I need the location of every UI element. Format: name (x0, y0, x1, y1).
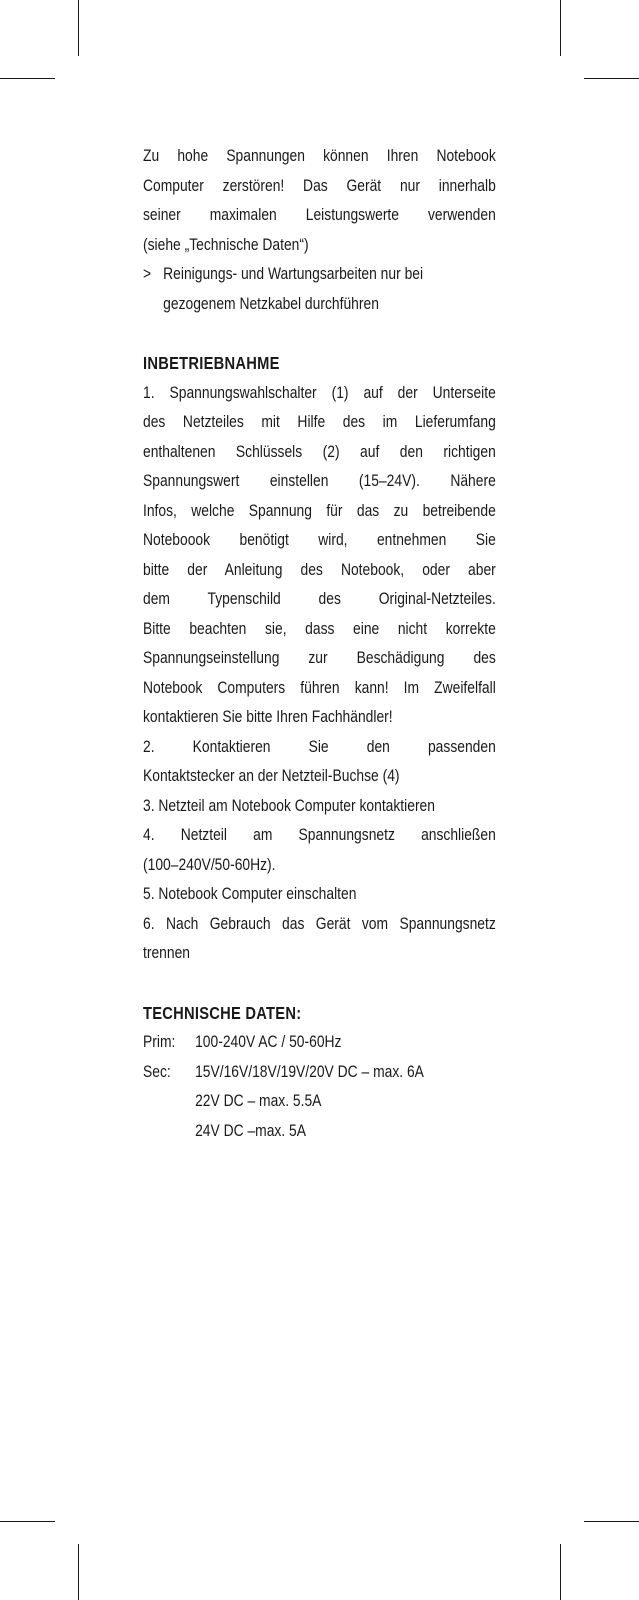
crop-mark-top-left-vertical (78, 0, 79, 56)
step-line: bitte der Anleitung des Notebook, oder aber (143, 560, 496, 579)
step-line: Bitte beachten sie, dass eine nicht korrekte (143, 619, 496, 638)
intro-section (143, 142, 496, 319)
section-heading: TECHNISCHE DATEN: (143, 1002, 302, 1023)
step-line: (100–240V/50-60Hz). (143, 855, 276, 874)
crop-mark-top-left-horizontal (0, 78, 55, 79)
sec-row (143, 1117, 496, 1147)
crop-mark-bottom-right-horizontal (584, 1521, 639, 1522)
crop-mark-bottom-right-vertical (560, 1544, 561, 1600)
step-line: enthaltenen Schlüssels (2) auf den richtigen (143, 442, 496, 461)
step-line: 2. Kontaktieren Sie den passenden (143, 737, 496, 756)
step-line: Spannungswert einstellen (15–24V). Nähere (143, 472, 496, 490)
section-heading: INBETRIEBNAHME (143, 353, 280, 373)
step-line: 5. Notebook Computer einschalten (143, 885, 357, 903)
bullet-item (143, 260, 496, 319)
step-line: 3. Netzteil am Notebook Computer kontaktieren (143, 796, 435, 815)
step-line: 4. Netzteil am Spannungsnetz anschließen (143, 826, 496, 844)
sec-value: 24V DC –max. 5A (195, 1121, 307, 1140)
technische-daten-section (143, 999, 496, 1147)
sec-label: Sec: (143, 1062, 171, 1081)
prim-row (143, 1028, 496, 1058)
step-line: Noteboook benötigt wird, entnehmen Sie (143, 531, 496, 549)
warning-line: Zu hohe Spannungen können Ihren Notebook (143, 147, 496, 165)
bullet-marker: > (143, 265, 152, 283)
step-line: trennen (143, 944, 191, 962)
step-line: Spannungseinstellung zur Beschädigung des (143, 649, 496, 667)
prim-value: 100-240V AC / 50-60Hz (195, 1033, 342, 1051)
step-line: Kontaktstecker an der Netzteil-Buchse (4) (143, 767, 400, 785)
step-line: dem Typenschild des Original-Netzteiles. (143, 590, 496, 608)
crop-mark-top-right-horizontal (584, 78, 639, 79)
step-line: des Netzteiles mit Hilfe des im Lieferumfang (143, 413, 496, 431)
bullet-line: Reinigungs- und Wartungsarbeiten nur bei (163, 265, 424, 283)
sec-row (143, 1058, 496, 1088)
inbetriebnahme-section (143, 349, 496, 969)
warning-line: seiner maximalen Leistungswerte verwenden (143, 206, 496, 224)
warning-line: Computer zerstören! Das Gerät nur innerhalb (143, 176, 496, 195)
step-line: Infos, welche Spannung für das zu betreibende (143, 501, 496, 520)
sec-row (143, 1087, 496, 1117)
step-line: Notebook Computers führen kann! Im Zweifelfall (143, 678, 496, 697)
warning-line: (siehe „Technische Daten“) (143, 235, 309, 254)
bullet-line: gezogenem Netzkabel durchführen (163, 294, 379, 313)
step-line: 6. Nach Gebrauch das Gerät vom Spannungsnetz (143, 914, 496, 933)
sec-value: 15V/16V/18V/19V/20V DC – max. 6A (195, 1062, 424, 1081)
crop-mark-bottom-left-horizontal (0, 1521, 55, 1522)
crop-mark-bottom-left-vertical (78, 1544, 79, 1600)
prim-label: Prim: (143, 1033, 176, 1051)
crop-mark-top-right-vertical (560, 0, 561, 56)
manual-page-content (143, 142, 496, 1146)
sec-value: 22V DC – max. 5.5A (195, 1092, 322, 1110)
step-line: kontaktieren Sie bitte Ihren Fachhändler! (143, 708, 393, 726)
step-line: 1. Spannungswahlschalter (1) auf der Unterseite (143, 383, 496, 402)
